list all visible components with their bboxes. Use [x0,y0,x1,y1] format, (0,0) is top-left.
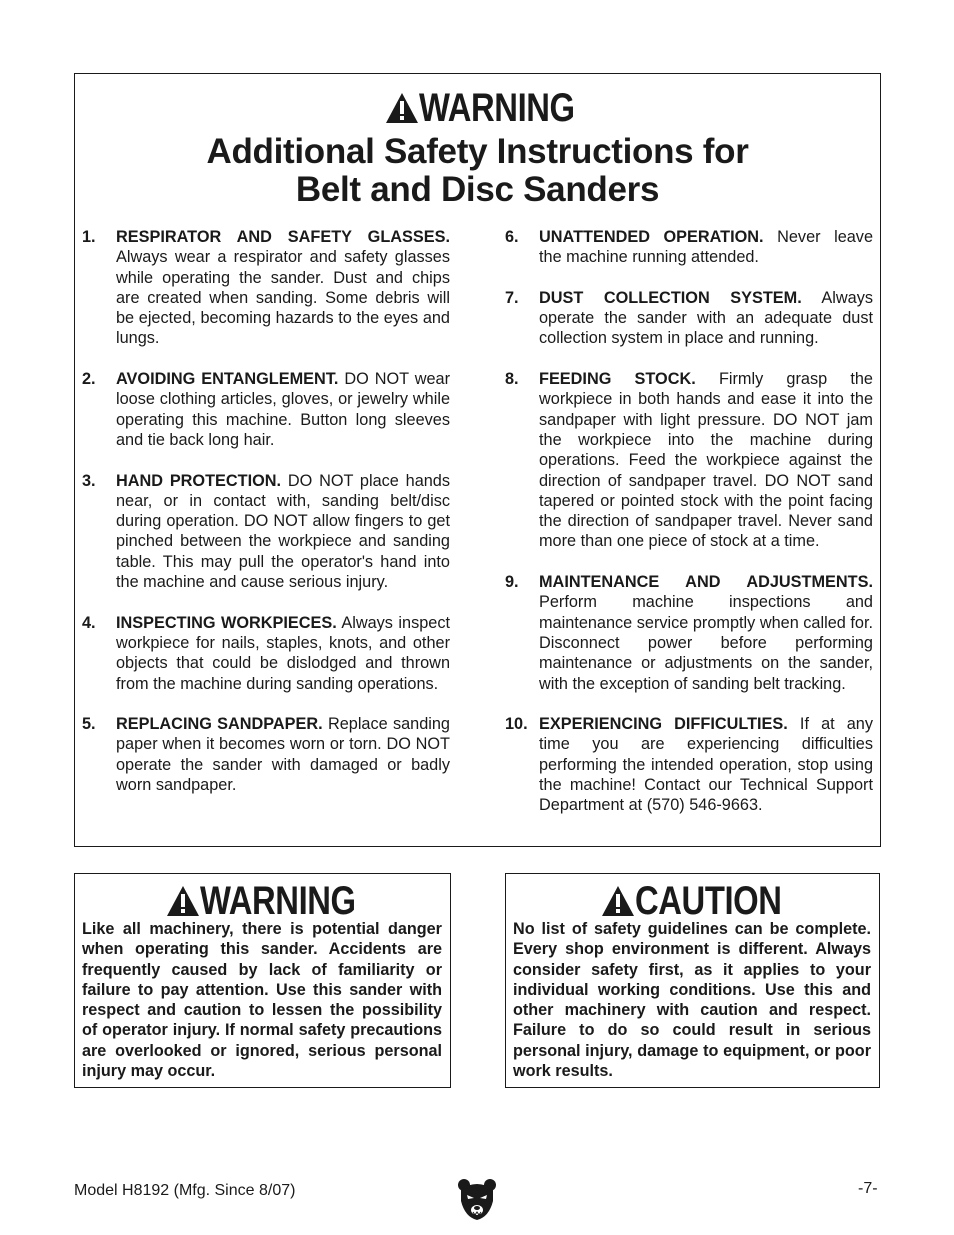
item-number: 5. [82,715,96,734]
item-number: 2. [82,370,96,389]
warning-triangle-icon [166,885,200,917]
caution-notice-box [505,873,880,1088]
item-number: 1. [82,228,96,246]
instruction-column-left [82,227,450,816]
item-number: 10. [505,715,528,734]
item-text [539,288,873,349]
item-number: 8. [505,370,519,389]
item-body: Always inspect workpiece for nails, staples, knots, and other objects that could be dislodged and thrown from the machine during sanding operations. [116,613,450,693]
warning-panel [74,73,881,847]
item-body: Always operate the sander with an adequate dust collection system in place and running. [539,288,873,348]
signal-word: CAUTION [635,878,782,923]
warning-header [75,86,880,130]
item-heading: EXPERIENCING DIFFICULTIES. [539,715,788,734]
list-item [505,714,873,815]
signal-word: WARNING [418,85,575,130]
caution-triangle-icon [601,885,635,917]
item-number: 4. [82,613,96,632]
warning-triangle-icon [385,92,419,124]
item-heading: FEEDING STOCK. [539,370,696,389]
list-item [82,613,450,694]
item-text [116,471,450,593]
signal-word: WARNING [199,878,356,923]
item-heading: DUST COLLECTION SYSTEM. [539,288,802,307]
page-title-line2: Belt and Disc Sanders [295,170,660,209]
item-body: Never leave the machine running attended. [539,228,874,267]
list-item [505,369,873,552]
item-body: Perform machine inspections and maintenance service promptly when called for. Disconnect power before performing maintenance or adjustments on the sander, with the exception of sanding belt tracking. [539,593,873,693]
item-text [116,613,450,694]
item-body: Firmly grasp the workpiece in both hands and ease it into the sandpaper with light pressure. DO NOT jam the workpiece into the machine during operations. Feed the workpiece against the direction of sandpaper travel. DO NOT sand tapered or pointed stock with the point facing the direction of sandpaper travel. Never sand more than one piece of stock at a time. [539,370,873,551]
item-number: 6. [505,228,519,246]
item-number: 9. [505,573,519,592]
list-item [82,714,450,795]
list-item [82,227,450,349]
item-heading: AVOIDING ENTANGLEMENT. [116,370,339,389]
list-item [505,288,873,349]
item-body: Replace sanding paper when it becomes worn or torn. DO NOT operate the sander with damaged or badly worn sandpaper. [116,715,450,795]
list-item [82,369,450,450]
item-heading: MAINTENANCE AND ADJUSTMENTS. [539,573,873,592]
item-text [539,572,873,694]
item-text [539,227,873,268]
item-heading: UNATTENDED OPERATION. [539,228,764,246]
item-heading: HAND PROTECTION. [116,471,282,490]
item-text [116,714,450,795]
page-number: -7- [858,1180,878,1197]
item-text [539,369,873,552]
item-heading: RESPIRATOR AND SAFETY GLASSES. [116,228,450,246]
warning-notice-header [75,880,450,922]
list-item [82,471,450,593]
model-label: Model H8192 (Mfg. Since 8/07) [74,1182,296,1199]
list-item [505,227,873,268]
item-text [539,714,873,815]
warning-notice-box [74,873,451,1088]
item-text [116,369,450,450]
caution-notice-header [506,880,879,922]
bear-logo-icon [457,1177,497,1221]
item-text [116,227,450,349]
item-body: DO NOT place hands near, or in contact with, sanding belt/disc during operation. DO NOT allow fingers to get pinched between the workpiece and sanding table. This may pull the operator's hand into the machine and cause serious injury. [116,471,450,592]
item-body: Always wear a respirator and safety glasses while operating the sander. Dust and chips are created when sanding. Some debris will be ejected, becoming hazards to the eyes and lungs. [116,248,450,348]
caution-notice-text: No list of safety guidelines can be complete. Every shop environment is different. Always consider safety first, as it applies to your individual working conditions. Use this and other machinery with caution and respect. Failure to do so could result in serious personal injury, damage to equipment, or poor work results. [513,920,871,1081]
page-title-line1: Additional Safety Instructions for [206,132,749,171]
instruction-column-right [505,227,873,836]
item-heading: REPLACING SANDPAPER. [116,715,323,734]
item-number: 7. [505,288,519,307]
item-heading: INSPECTING WORKPIECES. [116,613,337,632]
item-body: If at any time you are experiencing difficulties performing the intended operation, stop using the machine! Contact our Technical Support Department at (570) 546-9663. [539,715,873,815]
item-number: 3. [82,471,96,490]
item-body: DO NOT wear loose clothing articles, gloves, or jewelry while operating this machine. Button long sleeves and tie back long hair. [116,370,450,449]
warning-notice-text: Like all machinery, there is potential danger when operating this sander. Accidents are frequently caused by lack of familiarity or failure to pay attention. Use this sander with respect and caution to lessen the possibility of operator injury. If normal safety precautions are overlooked or ignored, serious personal injury may occur. [82,920,442,1081]
list-item [505,572,873,694]
